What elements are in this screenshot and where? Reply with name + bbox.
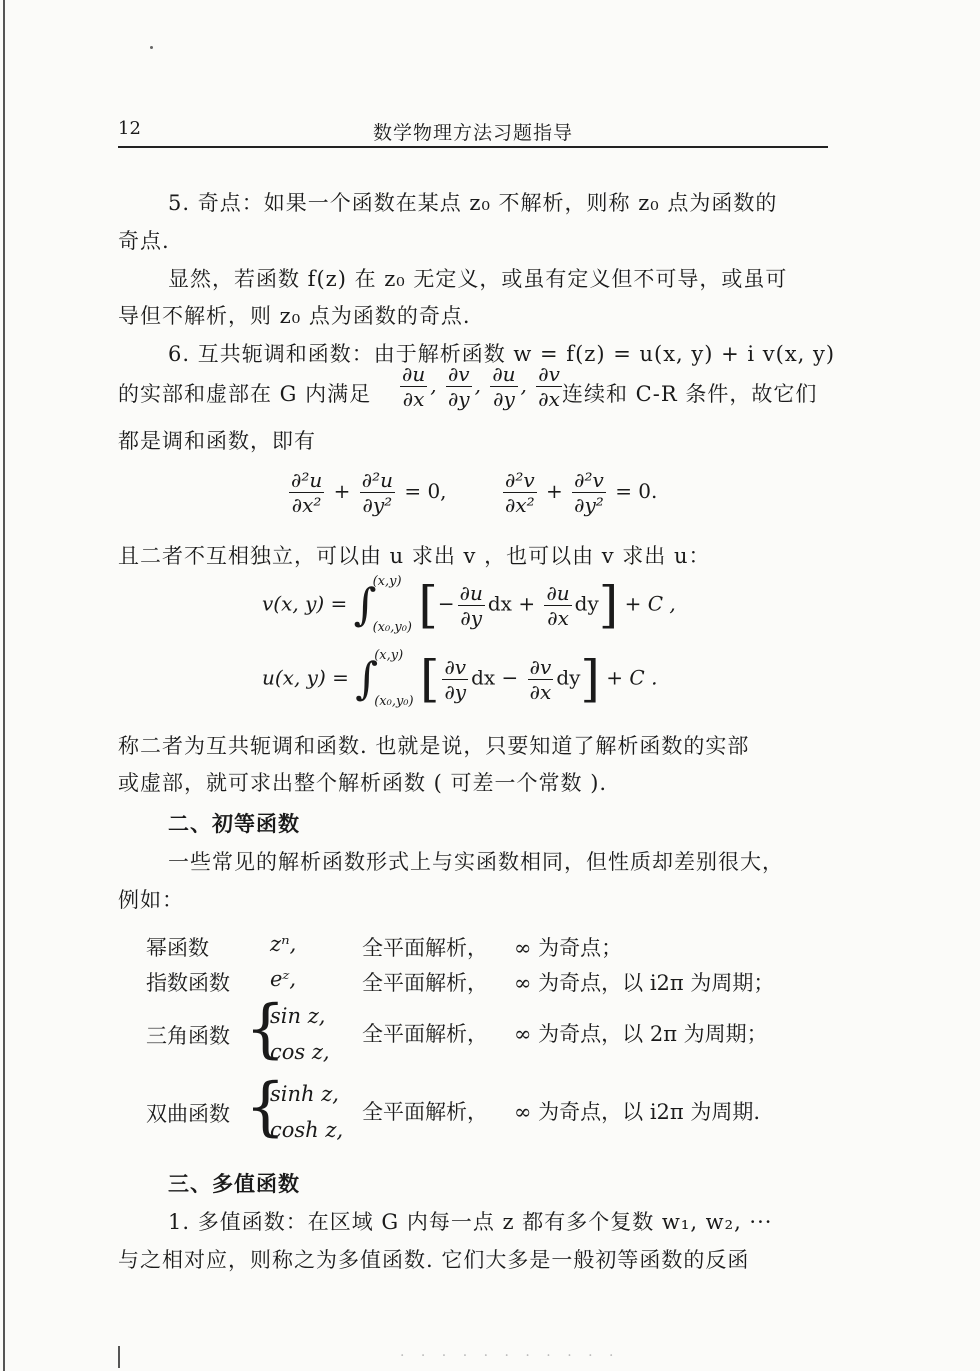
scan-speck [150,46,153,49]
paragraph-line: 6. 互共轭调和函数：由于解析函数 w = f(z) = u(x, y) + i v(x, y) [168,342,836,366]
page-number: 12 [118,118,141,139]
fraction: $\frac{\partial v}{\partial x}$ [538,362,560,411]
left-brace: { [245,1070,286,1144]
running-header [118,118,828,144]
function-prop: 全平面解析， [362,1022,488,1046]
section-heading: 二、初等函数 [168,811,300,836]
function-expr: zⁿ, [270,932,297,956]
paragraph-line: 5. 奇点：如果一个函数在某点 z₀ 不解析，则称 z₀ 点为函数的 [168,191,778,215]
paragraph-line: 例如： [118,888,184,912]
paragraph-line: 奇点. [118,229,170,253]
function-expr: cosh z, [270,1118,344,1142]
paragraph-line: 与之相对应，则称之为多值函数. 它们大多是一般初等函数的反函 [118,1248,750,1272]
paragraph-line: 且二者不互相独立，可以由 u 求出 v ，也可以由 v 求出 u： [118,544,711,568]
laplace-equation-v: $\frac{\text{∂²v}}{\text{∂x²}}$ + $\frac{\text{∂²v}}{\text{∂y²}}$ = 0. [505,468,658,517]
function-expr: sin z, [270,1004,326,1028]
function-name: 三角函数 [146,1024,230,1048]
paragraph-line: 或虚部，就可求出整个解析函数 ( 可差一个常数 ). [118,771,608,795]
paragraph-line: 的实部和虚部在 G 内满足 [118,382,372,406]
header-rule [118,146,828,148]
paragraph-line: 连续和 C-R 条件，故它们 [562,382,818,406]
paragraph-line: 称二者为互共轭调和函数. 也就是说，只要知道了解析函数的实部 [118,734,750,758]
partial-derivatives-inline: $\frac{\partial u}{\partial x}$ , $\frac{\partial v}{\partial y}$ , $\frac{\partial u}{\partial y}$ , $\frac{\partial v}{\partial x}$ [402,362,560,411]
function-note: ∞ 为奇点，以 2π 为周期； [514,1022,768,1046]
paragraph-line: 显然，若函数 f(z) 在 z₀ 无定义，或虽有定义但不可导，或虽可 [168,267,788,291]
function-name: 双曲函数 [146,1102,230,1126]
page-edge-line [3,0,5,1371]
book-title: 数学物理方法习题指导 [372,122,573,144]
integral-u: u(x, y) = ∫ (x,y) (x₀,y₀) [ $\frac{\partial v}{\partial y}$ dx − $\frac{\partial v}{\partial x}$ dy] + C . [262,648,658,709]
paragraph-line: 导但不解析，则 z₀ 点为函数的奇点. [118,304,471,328]
function-prop: 全平面解析， [362,936,488,960]
fraction: $\frac{\partial v}{\partial y}$ [447,362,470,411]
paragraph-line: 一些常见的解析函数形式上与实函数相同，但性质却差别很大， [168,850,784,874]
paragraph-line: 都是调和函数，即有 [118,429,316,453]
integral-v: v(x, y) = ∫ (x,y) (x₀,y₀) [− $\frac{\partial u}{\partial y}$ dx + $\frac{\partial u}{\partial x}$ dy] + C , [262,574,676,635]
left-brace: { [245,992,286,1066]
section-heading: 三、多值函数 [168,1171,300,1196]
function-note: ∞ 为奇点，以 i2π 为周期； [514,971,775,995]
paragraph-line: 1. 多值函数：在区域 G 内每一点 z 都有多个复数 w₁, w₂, ··· [168,1210,773,1234]
fraction: $\frac{\partial u}{\partial y}$ [492,362,516,411]
fraction: $\frac{\partial u}{\partial x}$ [402,362,426,411]
function-expr: eᶻ, [270,967,297,991]
scan-mark [118,1346,120,1368]
scan-bleed-through: · · · · · · · · · · · [400,1348,620,1364]
function-expr: cos z, [270,1040,330,1064]
function-prop: 全平面解析， [362,971,488,995]
function-name: 指数函数 [146,971,230,995]
function-expr: sinh z, [270,1082,339,1106]
function-name: 幂函数 [146,936,209,960]
function-prop: 全平面解析， [362,1100,488,1124]
laplace-equation-u: $\frac{\text{∂²u}}{\text{∂x²}}$ + $\frac{\text{∂²u}}{\text{∂y²}}$ = 0, [291,468,447,517]
function-note: ∞ 为奇点，以 i2π 为周期. [514,1100,761,1124]
function-note: ∞ 为奇点； [514,936,623,960]
